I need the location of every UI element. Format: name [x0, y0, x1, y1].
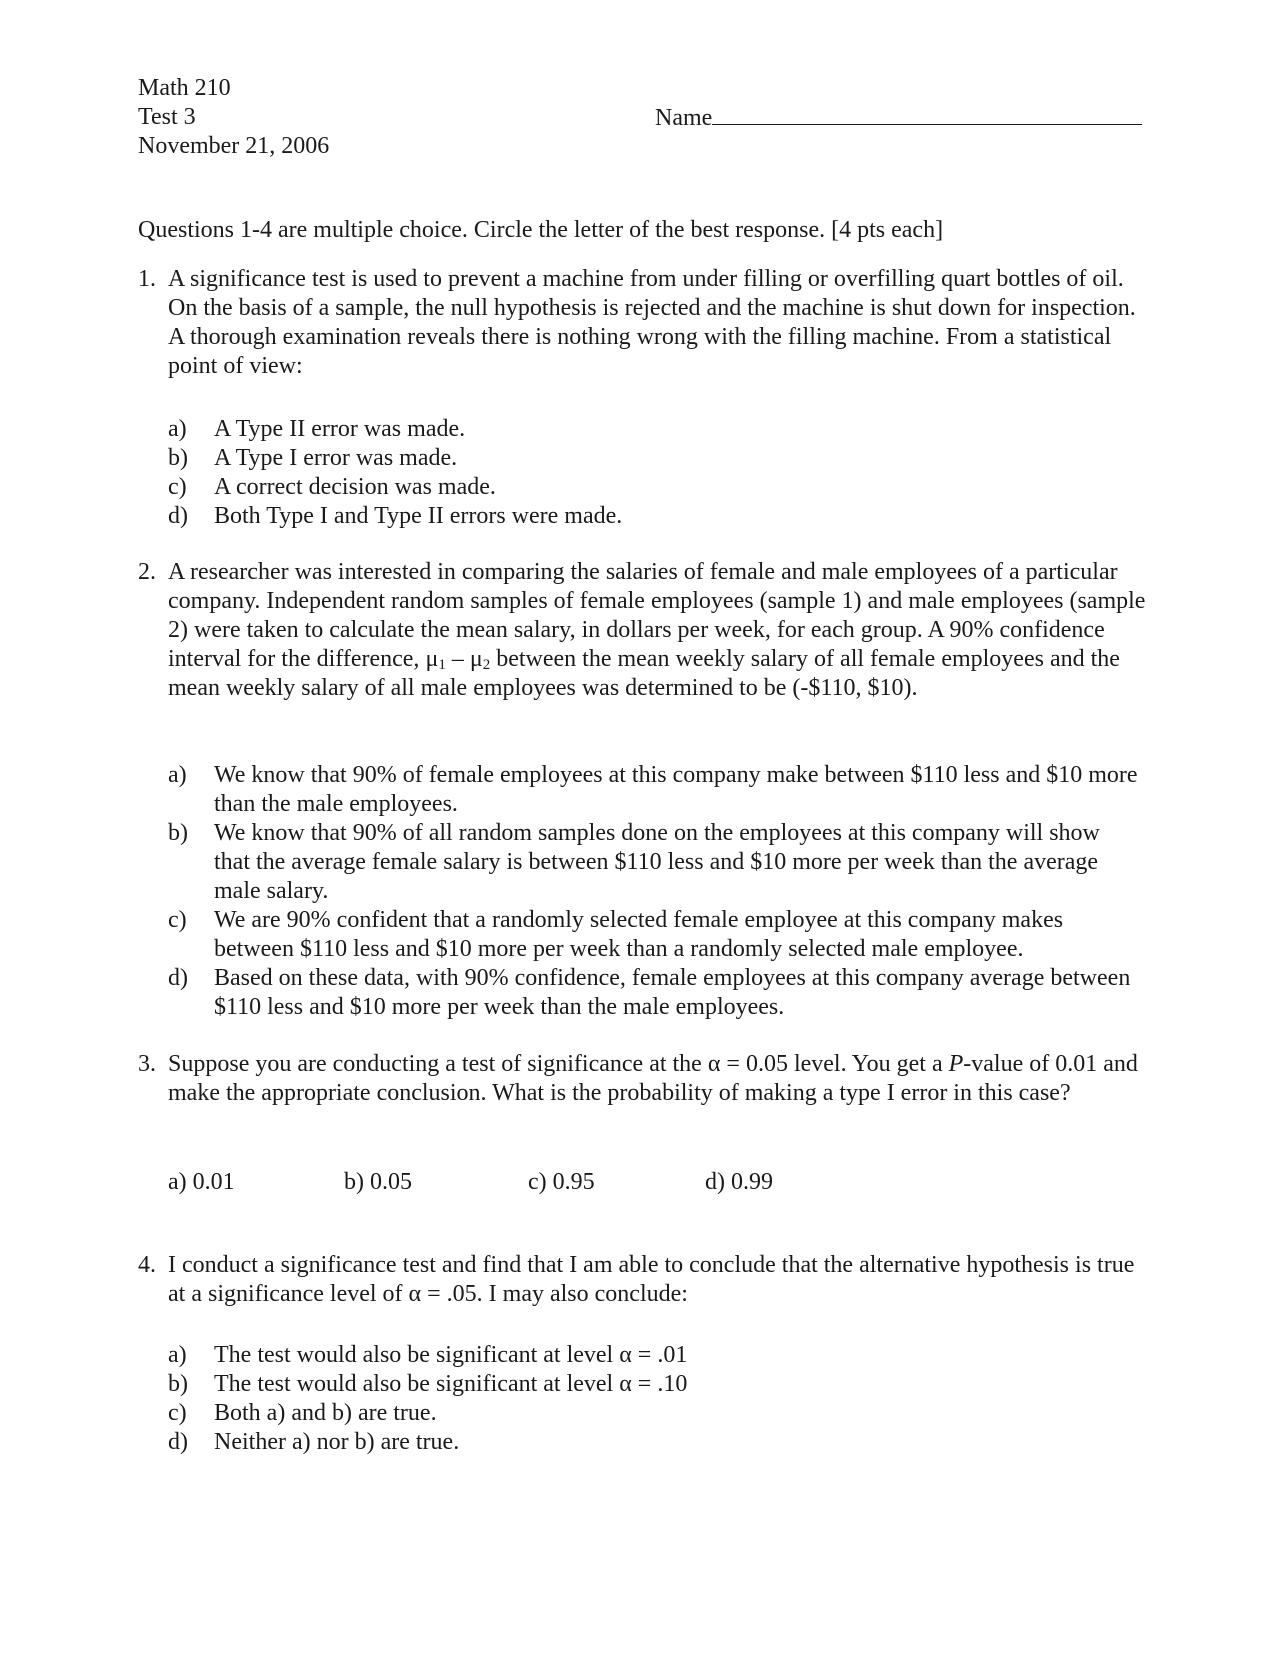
- name-field[interactable]: [655, 103, 1142, 133]
- question-number: 1.: [138, 266, 156, 292]
- choice-letter: a): [168, 1342, 187, 1368]
- choice-letter: b): [168, 820, 188, 846]
- choice-text: Neither a) nor b) are true.: [214, 1429, 460, 1455]
- choice-a[interactable]: [168, 761, 1138, 819]
- test-title: Test 3: [138, 104, 196, 130]
- choice-text: We are 90% confident that a randomly selected female employee at this company makes between $110 less and $10 more per week than a randomly selected male employee.: [214, 907, 1064, 962]
- course-title: Math 210: [138, 75, 231, 101]
- p-italic: P: [948, 1051, 964, 1077]
- name-label: Name: [655, 105, 713, 131]
- question-text-part: Suppose you are conducting a test of significance at the α = 0.05 level. You get a: [168, 1051, 949, 1077]
- choice-d[interactable]: [168, 1428, 1138, 1457]
- name-blank-line[interactable]: [712, 103, 1142, 125]
- choice-text: The test would also be significant at level α = .10: [214, 1371, 688, 1397]
- choice-letter: b): [168, 445, 188, 471]
- question-3: [138, 1050, 1148, 1108]
- choice-a[interactable]: a) 0.01: [168, 1169, 235, 1195]
- choice-d[interactable]: [168, 964, 1138, 1022]
- choice-text: Based on these data, with 90% confidence, female employees at this company average between $110 less and $10 more per week than the male employees.: [214, 965, 1131, 1020]
- choice-letter: c): [168, 907, 187, 933]
- question-3-choices: [168, 1168, 868, 1197]
- choice-letter: d): [168, 965, 188, 991]
- question-2: [138, 558, 1148, 703]
- exam-date: November 21, 2006: [138, 133, 330, 159]
- choice-d[interactable]: [168, 502, 1138, 531]
- question-number: 3.: [138, 1051, 156, 1077]
- choice-text: A Type I error was made.: [214, 445, 458, 471]
- question-text-part: A researcher was interested in comparing the salaries of female and male employees of a particular company. Independent random samples of female employees (sample 1) and male employees (sample 2) were taken to calculate the mean salary, in dollars per week, for each group. A 90% confidence interval for the difference,: [168, 559, 1146, 672]
- instructions: Questions 1-4 are multiple choice. Circle the letter of the best response. [4 pts each]: [138, 217, 944, 243]
- question-text-part: -value of 0.01 and make the appropriate conclusion. What is the probability of making a type I error in this case?: [168, 1051, 1138, 1106]
- question-text-part: between the mean weekly salary of all female employees and the mean weekly salary of all male employees was determined to be (-$110, $10).: [168, 646, 1120, 701]
- choice-b[interactable]: [168, 444, 1138, 473]
- choice-b[interactable]: [168, 819, 1138, 906]
- question-2-choices: [168, 761, 1138, 1022]
- choice-c[interactable]: [168, 1399, 1138, 1428]
- choice-text: Both a) and b) are true.: [214, 1400, 437, 1426]
- choice-text: The test would also be significant at level α = .01: [214, 1342, 688, 1368]
- choice-text: We know that 90% of all random samples done on the employees at this company will show that the average female salary is between $110 less and $10 more per week than the average male salary.: [214, 820, 1100, 904]
- exam-header: [138, 74, 329, 161]
- choice-b[interactable]: [168, 1370, 1138, 1399]
- choice-letter: c): [168, 474, 187, 500]
- minus-sign: –: [445, 646, 470, 672]
- question-text: [168, 1050, 1148, 1108]
- choice-letter: a): [168, 416, 187, 442]
- choice-c[interactable]: [168, 906, 1138, 964]
- choice-a[interactable]: [168, 1341, 1138, 1370]
- mu-symbol: μ: [425, 646, 439, 672]
- question-1: [138, 265, 1148, 381]
- mu-symbol: μ: [469, 646, 483, 672]
- choice-d[interactable]: d) 0.99: [705, 1169, 773, 1195]
- choice-a[interactable]: [168, 415, 1138, 444]
- choice-text: Both Type I and Type II errors were made.: [214, 503, 623, 529]
- question-number: 4.: [138, 1252, 156, 1278]
- question-text: I conduct a significance test and find that I am able to conclude that the alternative hypothesis is true at a significance level of α = .05. I may also conclude:: [168, 1252, 1135, 1307]
- subscript-2: 2: [482, 657, 491, 673]
- choice-b[interactable]: b) 0.05: [344, 1169, 412, 1195]
- choice-c[interactable]: [168, 473, 1138, 502]
- choice-letter: b): [168, 1371, 188, 1397]
- choice-letter: d): [168, 503, 188, 529]
- question-4-choices: [168, 1341, 1138, 1457]
- choice-c[interactable]: c) 0.95: [528, 1169, 595, 1195]
- choice-text: We know that 90% of female employees at this company make between $110 less and $10 more than the male employees.: [214, 762, 1138, 817]
- question-4: [138, 1251, 1148, 1309]
- choice-text: A correct decision was made.: [214, 474, 496, 500]
- question-number: 2.: [138, 559, 156, 585]
- choice-text: A Type II error was made.: [214, 416, 466, 442]
- choice-letter: d): [168, 1429, 188, 1455]
- question-text: A significance test is used to prevent a machine from under filling or overfilling quart bottles of oil. On the basis of a sample, the null hypothesis is rejected and the machine is shut down for inspection. A thorough examination reveals there is nothing wrong with the filling machine. From a statistical point of view:: [168, 266, 1136, 379]
- choice-letter: a): [168, 762, 187, 788]
- choice-letter: c): [168, 1400, 187, 1426]
- question-text: [168, 558, 1148, 703]
- subscript-1: 1: [438, 657, 446, 673]
- question-1-choices: [168, 415, 1138, 531]
